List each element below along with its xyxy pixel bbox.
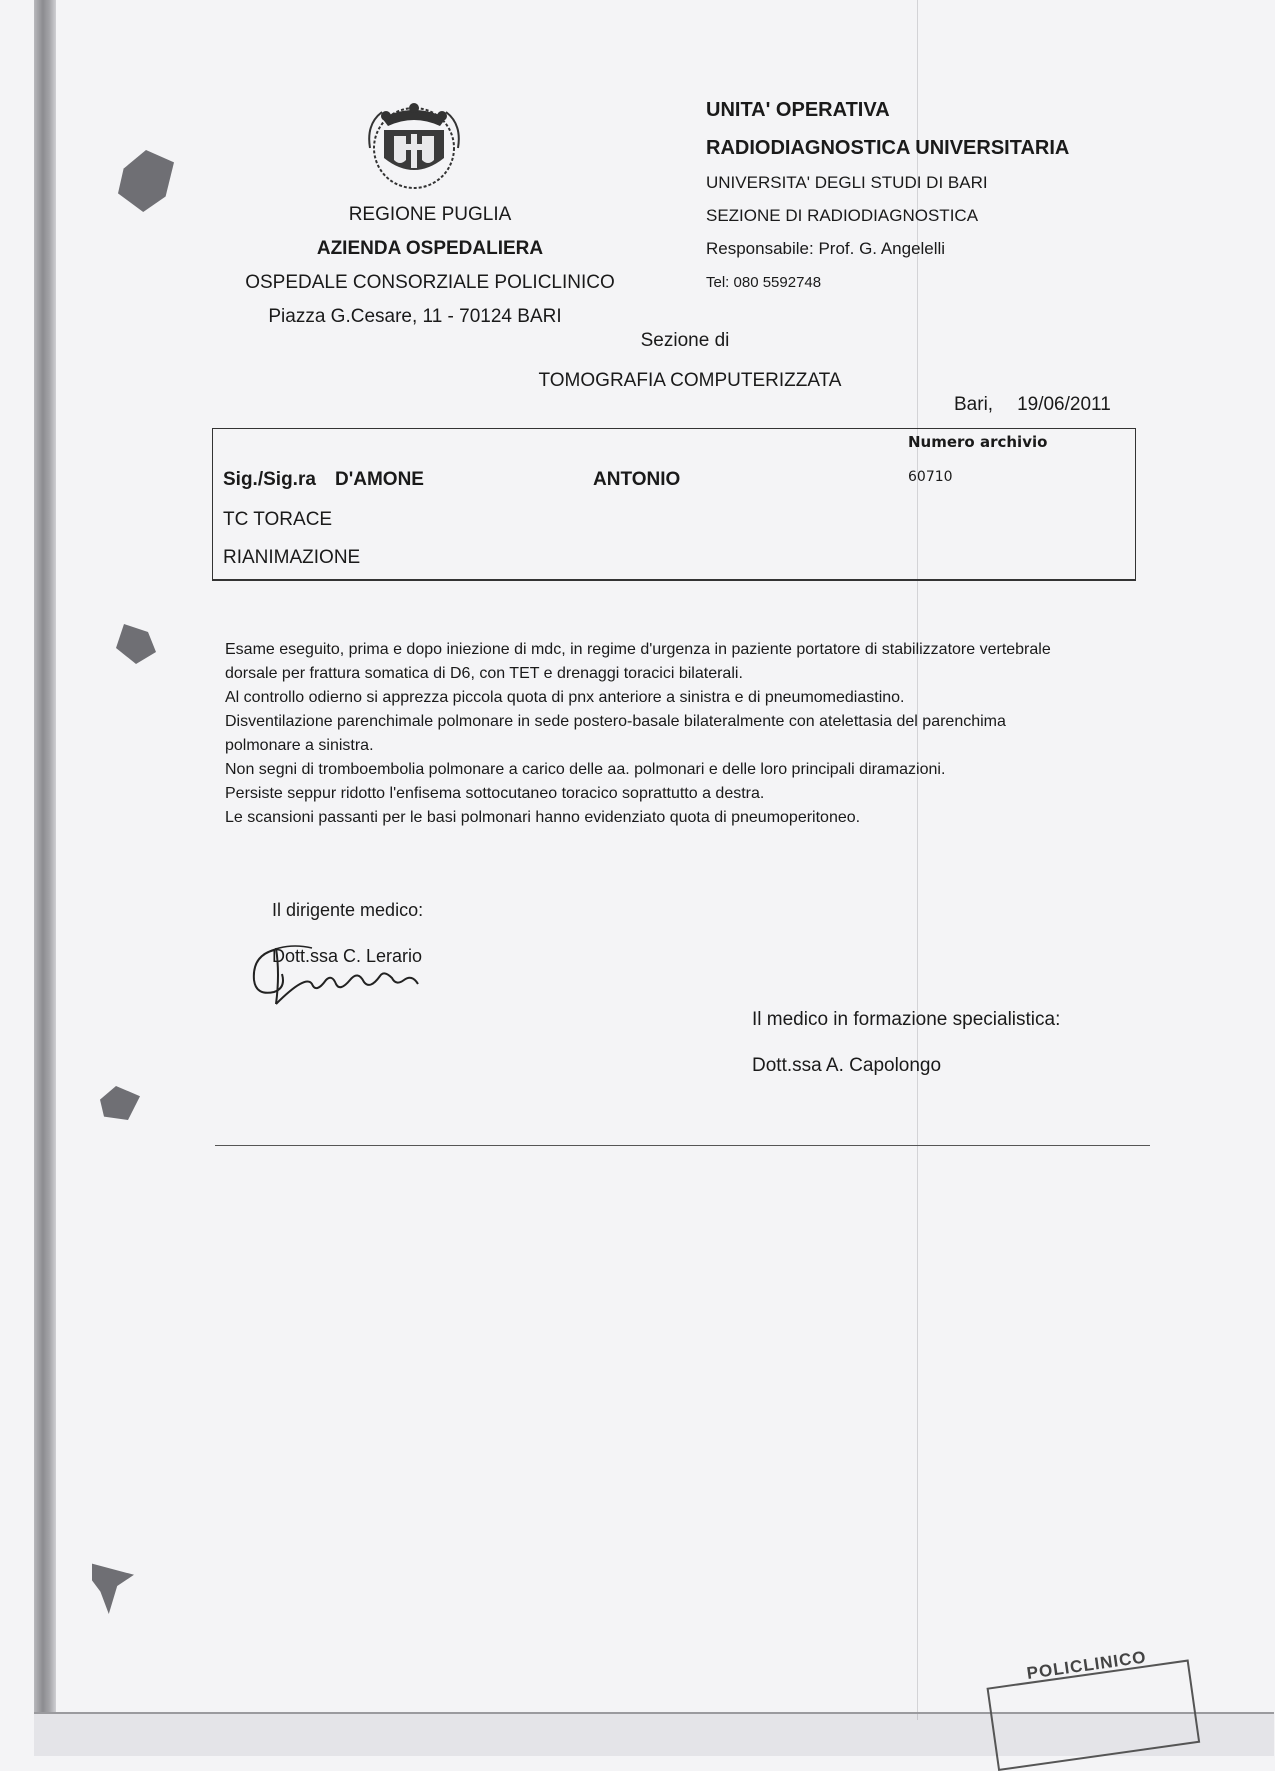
- date-city: Bari,: [954, 394, 994, 415]
- patient-info-box: [212, 428, 1136, 581]
- stamp-text: POLICLINICO: [1025, 1647, 1148, 1683]
- report-line: dorsale per frattura somatica di D6, con TET e drenaggi toracici bilaterali.: [225, 665, 743, 682]
- patient-surname: D'AMONE: [335, 469, 424, 490]
- hospital-authority: AZIENDA OSPEDALIERA: [316, 238, 544, 259]
- exam-type: TC TORACE: [223, 509, 333, 530]
- phone-number: Tel: 080 5592748: [706, 274, 822, 291]
- senior-physician-name: Dott.ssa C. Lerario: [272, 946, 423, 966]
- resident-physician-block: [752, 1006, 1060, 1080]
- punch-hole: [118, 150, 174, 212]
- punch-hole: [116, 624, 156, 664]
- senior-physician-role: Il dirigente medico:: [272, 900, 424, 920]
- hospital-address: Piazza G.Cesare, 11 - 70124 BARI: [268, 306, 562, 327]
- unit-header: [706, 96, 1146, 296]
- university-name: UNIVERSITA' DEGLI STUDI DI BARI: [706, 173, 988, 192]
- date-value: 19/06/2011: [1017, 394, 1111, 415]
- hospital-name: OSPEDALE CONSORZIALE POLICLINICO: [245, 272, 615, 293]
- requesting-department: RIANIMAZIONE: [223, 547, 361, 568]
- report-line: Disventilazione parenchimale polmonare in sede postero-basale bilateralmente con atelettasia del parenchima: [225, 713, 1006, 730]
- unit-type: UNITA' OPERATIVA: [706, 99, 890, 121]
- report-line: Non segni di tromboembolia polmonare a carico delle aa. polmonari e delle loro principali diramazioni.: [225, 761, 946, 778]
- punch-hole: [100, 1086, 140, 1120]
- archive-number-label: Numero archivio: [908, 433, 1048, 451]
- section-name: TOMOGRAFIA COMPUTERIZZATA: [538, 370, 842, 391]
- region-name: REGIONE PUGLIA: [348, 204, 512, 225]
- archive-number-value: 60710: [908, 469, 953, 485]
- report-line: Le scansioni passanti per le basi polmonari hanno evidenziato quota di pneumoperitoneo.: [225, 809, 861, 826]
- report-body: [225, 638, 1125, 830]
- resident-physician-name: Dott.ssa A. Capolongo: [752, 1055, 942, 1076]
- report-line: Al controllo odierno si apprezza piccola quota di pnx anteriore a sinistra e di pneumomediastino.: [225, 689, 905, 706]
- department-section: SEZIONE DI RADIODIAGNOSTICA: [706, 206, 979, 225]
- report-line: Persiste seppur ridotto l'enfisema sottocutaneo toracico soprattutto a destra.: [225, 785, 765, 802]
- unit-name: RADIODIAGNOSTICA UNIVERSITARIA: [706, 137, 1070, 159]
- handwritten-signature: [246, 934, 436, 1014]
- hospital-seal-logo: [342, 100, 486, 192]
- punch-hole: [92, 1558, 134, 1614]
- patient-title: Sig./Sig.ra: [223, 469, 316, 490]
- hospital-stamp: [984, 1644, 1184, 1754]
- report-line: polmonare a sinistra.: [225, 737, 374, 754]
- patient-firstname: ANTONIO: [593, 469, 681, 490]
- resident-physician-role: Il medico in formazione specialistica:: [752, 1009, 1061, 1030]
- department-head: Responsabile: Prof. G. Angelelli: [706, 239, 946, 258]
- patient-name-row: [223, 469, 680, 491]
- section-label: Sezione di: [640, 330, 730, 351]
- scan-edge-left: [34, 0, 56, 1715]
- footer-divider: [215, 1145, 1150, 1146]
- hospital-header: [230, 198, 630, 334]
- report-line: Esame eseguito, prima e dopo iniezione di mdc, in regime d'urgenza in paziente portatore di stabilizzatore vertebrale: [225, 641, 1051, 658]
- report-date: [954, 394, 1111, 416]
